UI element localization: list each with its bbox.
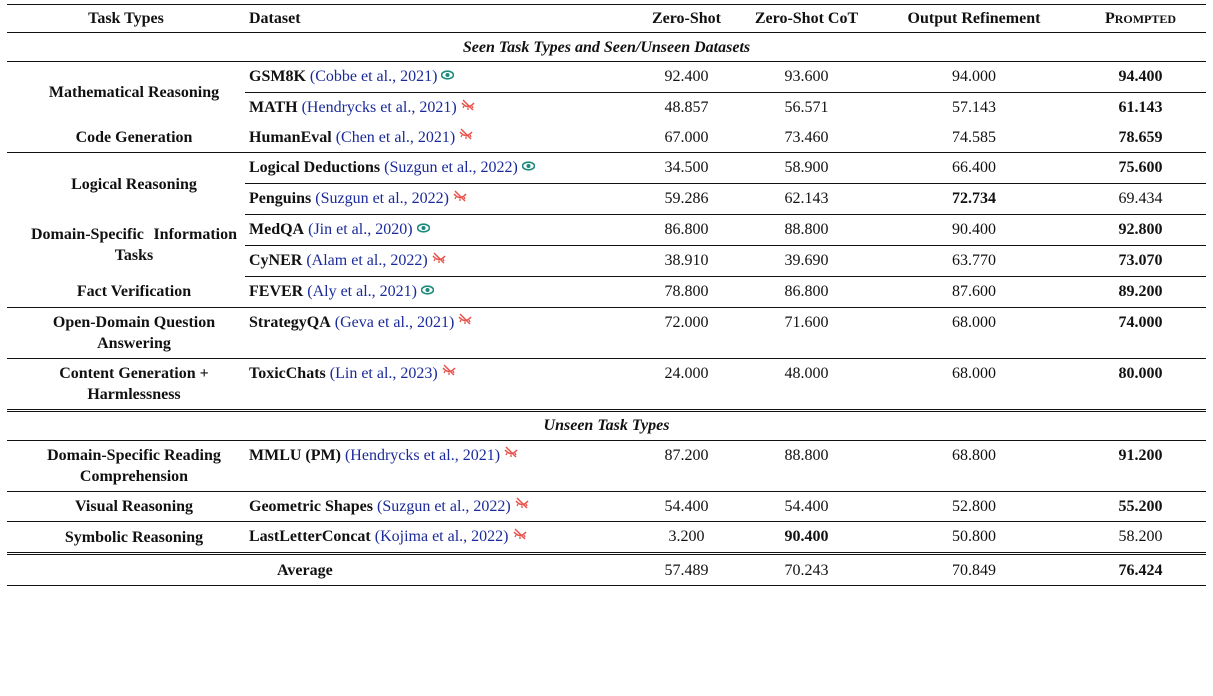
score-or: 52.800 bbox=[873, 491, 1075, 522]
dataset-name: Geometric Shapes bbox=[249, 497, 373, 515]
dataset-name: FEVER bbox=[249, 282, 304, 300]
dataset-name: ToxicChats bbox=[249, 364, 326, 382]
dataset-cell bbox=[245, 307, 633, 358]
task-type-cell: Code Generation bbox=[7, 123, 245, 153]
dataset-name: LastLetterConcat bbox=[249, 528, 371, 546]
score-zs: 59.286 bbox=[633, 184, 740, 215]
task-type-cell: Domain-Specific Reading Comprehension bbox=[7, 440, 245, 491]
score-or: 68.000 bbox=[873, 358, 1075, 410]
dataset-cell bbox=[245, 358, 633, 410]
score-or: 72.734 bbox=[873, 184, 1075, 215]
dataset-cell bbox=[245, 440, 633, 491]
table-row bbox=[7, 62, 1206, 93]
score-or: 74.585 bbox=[873, 123, 1075, 153]
score-pr: 69.434 bbox=[1075, 184, 1206, 215]
dataset-cell bbox=[245, 215, 633, 246]
citation-link[interactable]: (Alam et al., 2022) bbox=[306, 251, 428, 269]
task-type-cell: Domain-Specific Information Tasks bbox=[31, 226, 237, 265]
eye-icon bbox=[421, 280, 434, 301]
score-cot: 90.400 bbox=[740, 522, 873, 554]
section-row bbox=[7, 410, 1206, 440]
header-row bbox=[7, 5, 1206, 33]
dataset-name: StrategyQA bbox=[249, 313, 331, 331]
eye-slash-icon bbox=[515, 494, 529, 515]
header-prompted-part: ED bbox=[1159, 11, 1177, 26]
eye-slash-icon bbox=[459, 125, 473, 146]
citation-link[interactable]: (Jin et al., 2020) bbox=[308, 221, 413, 239]
task-type-cell: Symbolic Reasoning bbox=[7, 522, 245, 554]
dataset-cell bbox=[245, 123, 633, 153]
score-zs: 48.857 bbox=[664, 98, 709, 116]
dataset-name: CyNER bbox=[249, 251, 303, 269]
dataset-name: Logical Deductions bbox=[249, 159, 381, 177]
citation-link[interactable]: (Lin et al., 2023) bbox=[329, 364, 438, 382]
header-prompted-part: P bbox=[1104, 9, 1115, 27]
score-or: 66.400 bbox=[873, 153, 1075, 184]
score-pr: 74.000 bbox=[1075, 307, 1206, 358]
citation-link[interactable]: (Cobbe et al., 2021) bbox=[309, 68, 438, 85]
average-or: 70.849 bbox=[873, 554, 1075, 586]
average-pr: 76.424 bbox=[1075, 554, 1206, 586]
task-type-cell: Open-Domain Question Answering bbox=[7, 307, 245, 358]
section-title: Seen Task Types and Seen/Unseen Datasets bbox=[7, 33, 1206, 62]
table-row bbox=[7, 276, 1206, 307]
table-row bbox=[7, 153, 1206, 184]
table-row bbox=[7, 215, 1206, 246]
score-pr: 92.800 bbox=[1075, 215, 1206, 246]
eye-slash-icon bbox=[513, 525, 527, 546]
score-cot: 88.800 bbox=[740, 215, 873, 246]
header-output-refinement: Output Refinement bbox=[873, 5, 1075, 33]
citation-link[interactable]: (Chen et al., 2021) bbox=[335, 128, 456, 146]
score-pr: 73.070 bbox=[1075, 245, 1206, 276]
score-cot: 93.600 bbox=[740, 62, 873, 93]
score-or: 90.400 bbox=[873, 215, 1075, 246]
citation-link[interactable]: (Hendrycks et al., 2021) bbox=[344, 446, 501, 464]
header-prompted bbox=[1075, 5, 1206, 33]
eye-slash-icon bbox=[458, 310, 472, 331]
score-zs: 38.910 bbox=[633, 245, 740, 276]
task-type-cell: Logical Reasoning bbox=[71, 175, 197, 193]
score-cot: 48.000 bbox=[740, 358, 873, 410]
score-pr: 91.200 bbox=[1075, 440, 1206, 491]
score-cot: 39.690 bbox=[740, 245, 873, 276]
citation-link[interactable]: (Suzgun et al., 2022) bbox=[315, 190, 449, 208]
score-or: 87.600 bbox=[873, 276, 1075, 307]
dataset-cell bbox=[245, 491, 633, 522]
citation-link[interactable]: (Suzgun et al., 2022) bbox=[384, 159, 518, 177]
score-zs: 24.000 bbox=[633, 358, 740, 410]
results-table bbox=[7, 4, 1206, 586]
section-row bbox=[7, 33, 1206, 62]
dataset-name: MedQA bbox=[249, 221, 305, 239]
header-prompted-part: RO bbox=[1114, 11, 1133, 26]
section-title: Unseen Task Types bbox=[7, 410, 1206, 440]
dataset-cell bbox=[245, 92, 633, 122]
table-row bbox=[7, 358, 1206, 410]
citation-link[interactable]: (Hendrycks et al., 2021) bbox=[301, 98, 457, 116]
score-or: 68.000 bbox=[873, 307, 1075, 358]
score-zs: 67.000 bbox=[633, 123, 740, 153]
score-zs: 86.800 bbox=[633, 215, 740, 246]
average-zs: 57.489 bbox=[633, 554, 740, 586]
header-zero-shot-cot: Zero-Shot CoT bbox=[740, 5, 873, 33]
average-row bbox=[7, 554, 1206, 586]
score-cot: 62.143 bbox=[740, 184, 873, 215]
dataset-name: GSM8K bbox=[249, 68, 306, 85]
score-cot: 73.460 bbox=[740, 123, 873, 153]
score-zs: 34.500 bbox=[633, 153, 740, 184]
eye-slash-icon bbox=[453, 187, 467, 208]
dataset-cell bbox=[245, 153, 633, 184]
score-cot: 71.600 bbox=[740, 307, 873, 358]
score-pr: 78.659 bbox=[1075, 123, 1206, 153]
header-zero-shot: Zero-Shot bbox=[633, 5, 740, 33]
dataset-name: HumanEval bbox=[249, 128, 332, 146]
header-prompted-part: MPT bbox=[1132, 11, 1160, 26]
task-type-cell: Visual Reasoning bbox=[7, 491, 245, 522]
task-type-cell: Fact Verification bbox=[7, 276, 245, 307]
eye-slash-icon bbox=[504, 443, 518, 464]
score-or: 57.143 bbox=[952, 98, 996, 116]
score-or: 94.000 bbox=[873, 62, 1075, 93]
score-pr: 58.200 bbox=[1075, 522, 1206, 554]
table-body bbox=[7, 33, 1206, 586]
score-zs: 54.400 bbox=[633, 491, 740, 522]
score-pr: 94.400 bbox=[1075, 62, 1206, 93]
score-pr: 55.200 bbox=[1075, 491, 1206, 522]
dataset-cell bbox=[245, 62, 633, 93]
dataset-name: MATH bbox=[249, 98, 298, 116]
score-or: 63.770 bbox=[873, 245, 1075, 276]
eye-icon bbox=[417, 218, 430, 239]
score-zs: 78.800 bbox=[633, 276, 740, 307]
citation-link[interactable]: (Aly et al., 2021) bbox=[307, 282, 417, 300]
score-zs: 3.200 bbox=[633, 522, 740, 554]
table-row bbox=[7, 307, 1206, 358]
eye-slash-icon bbox=[432, 249, 446, 270]
citation-link[interactable]: (Suzgun et al., 2022) bbox=[376, 497, 511, 515]
dataset-cell bbox=[245, 245, 633, 276]
dataset-name: Penguins bbox=[249, 190, 312, 208]
score-or: 68.800 bbox=[873, 440, 1075, 491]
table-row bbox=[7, 123, 1206, 153]
dataset-cell bbox=[245, 184, 633, 215]
dataset-cell bbox=[245, 276, 633, 307]
eye-slash-icon bbox=[442, 361, 456, 382]
score-zs: 87.200 bbox=[633, 440, 740, 491]
citation-link[interactable]: (Geva et al., 2021) bbox=[334, 313, 455, 331]
eye-icon bbox=[522, 156, 535, 177]
score-cot: 56.571 bbox=[784, 98, 829, 116]
score-or: 50.800 bbox=[873, 522, 1075, 554]
table-row bbox=[7, 440, 1206, 491]
eye-slash-icon bbox=[461, 96, 475, 117]
score-pr: 89.200 bbox=[1075, 276, 1206, 307]
score-zs: 72.000 bbox=[633, 307, 740, 358]
score-cot: 54.400 bbox=[740, 491, 873, 522]
table-row bbox=[7, 491, 1206, 522]
score-pr: 61.143 bbox=[1118, 98, 1163, 116]
score-zs: 92.400 bbox=[633, 62, 740, 93]
score-cot: 86.800 bbox=[740, 276, 873, 307]
dataset-cell bbox=[245, 522, 633, 554]
table-row bbox=[7, 522, 1206, 554]
dataset-name: MMLU (PM) bbox=[249, 446, 341, 464]
task-type-cell: Content Generation + Harmlessness bbox=[7, 358, 245, 410]
average-label: Average bbox=[7, 554, 633, 586]
score-cot: 58.900 bbox=[740, 153, 873, 184]
citation-link[interactable]: (Kojima et al., 2022) bbox=[374, 528, 509, 546]
task-type-cell: Mathematical Reasoning bbox=[48, 83, 220, 101]
header-task-types: Task Types bbox=[7, 5, 245, 33]
header-dataset: Dataset bbox=[245, 5, 633, 33]
score-pr: 75.600 bbox=[1075, 153, 1206, 184]
average-cot: 70.243 bbox=[740, 554, 873, 586]
eye-icon bbox=[441, 65, 454, 86]
score-pr: 80.000 bbox=[1075, 358, 1206, 410]
score-cot: 88.800 bbox=[740, 440, 873, 491]
